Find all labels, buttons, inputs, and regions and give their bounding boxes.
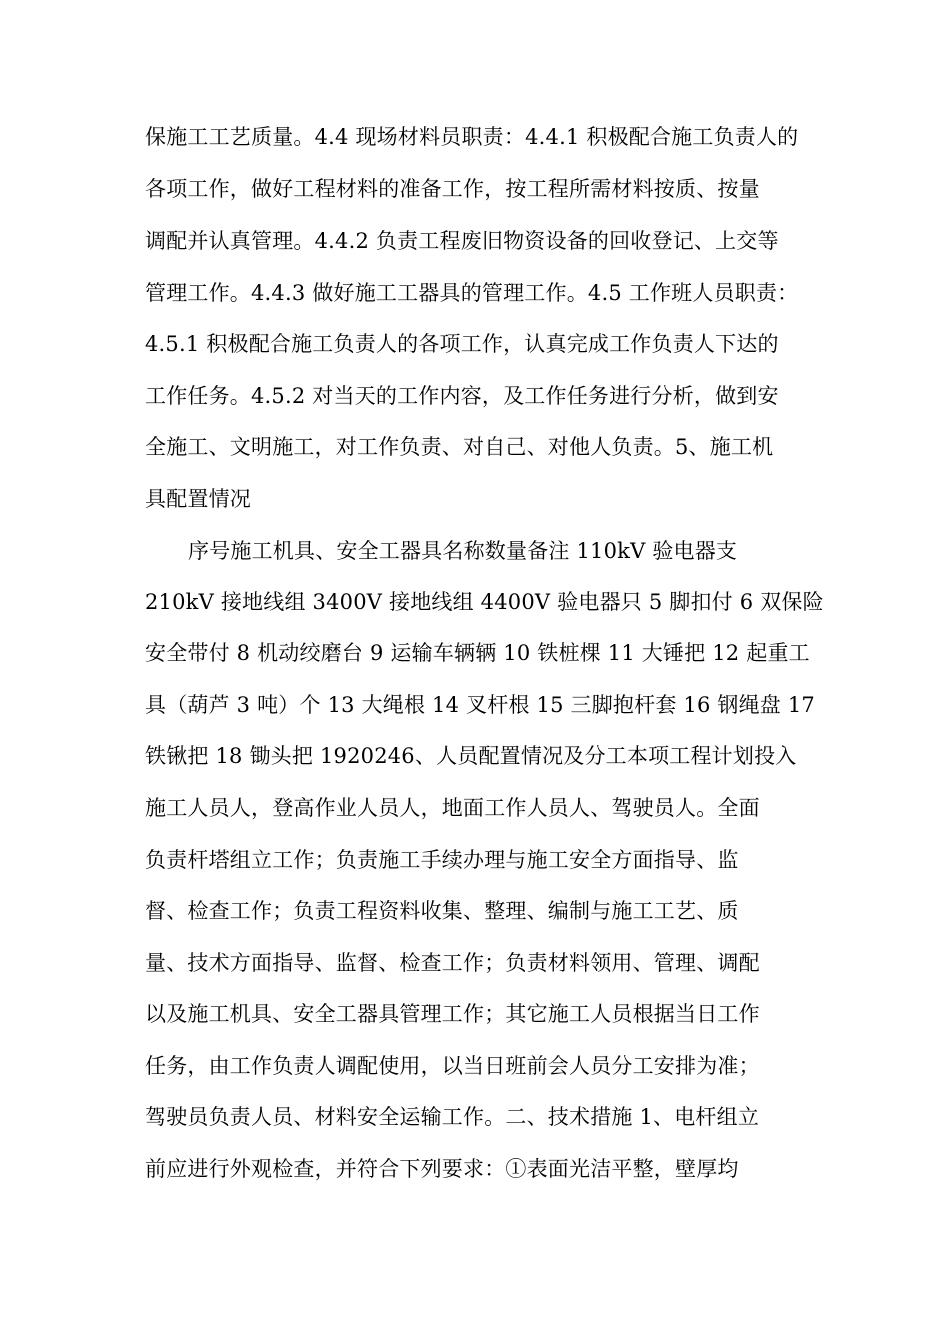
text-line: 工作任务。4.5.2 对当天的工作内容，及工作任务进行分析，做到安 xyxy=(145,384,779,408)
text-line: 驾驶员负责人员、材料安全运输工作。二、技术措施 1、电杆组立 xyxy=(145,1105,760,1129)
text-line: 调配并认真管理。4.4.2 负责工程废旧物资设备的回收登记、上交等 xyxy=(145,229,779,253)
text-line: 负责杆塔组立工作；负责施工手续办理与施工安全方面指导、监 xyxy=(145,848,739,872)
text-line: 4.5.1 积极配合施工负责人的各项工作，认真完成工作负责人下达的 xyxy=(145,332,779,356)
text-line: 铁锹把 18 锄头把 1920246、人员配置情况及分工本项工程计划投入 xyxy=(145,744,797,768)
text-line: 施工人员人，登高作业人员人，地面工作人员人、驾驶员人。全面 xyxy=(145,796,760,820)
text-line: 安全带付 8 机动绞磨台 9 运输车辆辆 10 铁桩棵 11 大锤把 12 起重工 xyxy=(145,641,810,665)
text-line: 具（葫芦 3 吨）个 13 大绳根 14 叉杆根 15 三脚抱杆套 16 钢绳盘 17 xyxy=(145,693,815,717)
text-line: 以及施工机具、安全工器具管理工作；其它施工人员根据当日工作 xyxy=(145,1002,760,1026)
text-line: 210kV 接地线组 3400V 接地线组 4400V 验电器只 5 脚扣付 6 双保险 xyxy=(145,590,824,614)
text-line: 各项工作，做好工程材料的准备工作，按工程所需材料按质、按量 xyxy=(145,177,760,201)
text-line: 保施工工艺质量。4.4 现场材料员职责：4.4.1 积极配合施工负责人的 xyxy=(145,125,799,149)
text-line: 量、技术方面指导、监督、检查工作；负责材料领用、管理、调配 xyxy=(145,951,760,975)
text-line: 全施工、文明施工，对工作负责、对自己、对他人负责。5、施工机 xyxy=(145,435,774,459)
text-line: 任务，由工作负责人调配使用，以当日班前会人员分工安排为准； xyxy=(145,1054,760,1078)
text-line: 督、检查工作；负责工程资料收集、整理、编制与施工工艺、质 xyxy=(145,899,739,923)
text-line: 具配置情况 xyxy=(145,487,251,511)
text-line: 前应进行外观检查，并符合下列要求：①表面光洁平整，壁厚均 xyxy=(145,1157,739,1181)
text-line: 管理工作。4.4.3 做好施工工器具的管理工作。4.5 工作班人员职责： xyxy=(145,281,799,305)
paragraph-first-line: 序号施工机具、安全工器具名称数量备注 110kV 验电器支 xyxy=(188,539,738,563)
